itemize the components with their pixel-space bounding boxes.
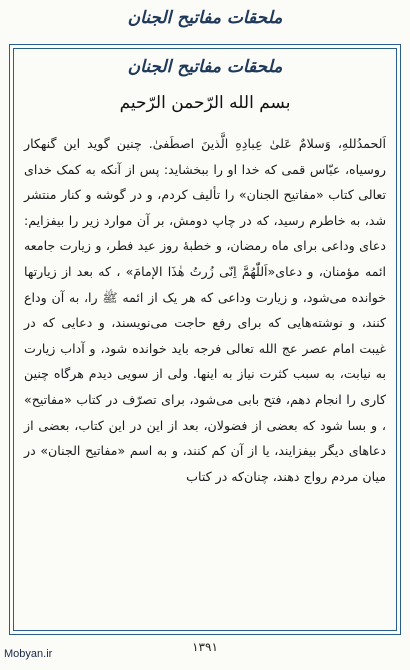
- page-frame: [9, 44, 401, 635]
- section-title: ملحقات مفاتیح الجنان: [127, 57, 283, 77]
- site-watermark: Mobyan.ir: [4, 648, 53, 660]
- body-text: [24, 131, 386, 489]
- bismillah-heading: بسم الله الرّحمن الرّحیم: [119, 93, 291, 113]
- running-header-title: ملحقات مفاتیح الجنان: [127, 8, 283, 28]
- page-number: ۱۳۹۱: [192, 640, 218, 654]
- body-paragraph: اَلحمدُللهِ، وَسلامٌ عَلیٰ عِبادِهِ الَّذینَ اصطَفیٰ. چنین گوید این گنهکار روسیاه، عبّاس قمی که خدا او را ببخشاید: پس از آنکه به کمک خدای تعالی کتاب «مفاتیح الجنان» را تألیف کردم، و در گوشه و کنار منتشر شد، به خاطرم رسید، که در چاپ دومش، بر آن موارد زیر را بیفزایم: دعای وداعی برای ماه رمضان، و خطبهٔ روز عید فطر، و زیارت جامعه ائمه مؤمنان، و دعای«اَللّٰهُمَّ اِنّی زُرتُ هٰذَا الإمامَ» ، که بعد از زیارتها خوانده می‌شود، و زیارت وداعی که هر یک از ائمه ﷺ را، به آن وداع کنند، و نوشته‌هایی که برای رفع حاجت می‌نویسند، و دعایی که در غیبت امام عصر عج الله تعالی فرجه باید خوانده شود، و آداب زیارت به نیابت، به سبب کثرت نیاز به اینها. ولی از سویی دیدم هرگاه چنین کاری را انجام دهم، فتح بابی می‌شود، برای تصرّف در کتاب «مفاتیح» ، و بسا شود که بعضی از فضولان، بعد از این در این کتاب، بعضی از دعاهای دیگر بیفزایند، یا از آن کم کنند، و به اسم «مفاتیح الجنان» در میان مردم رواج دهند، چنان‌که در کتاب: [24, 136, 386, 484]
- page-header: [0, 0, 410, 44]
